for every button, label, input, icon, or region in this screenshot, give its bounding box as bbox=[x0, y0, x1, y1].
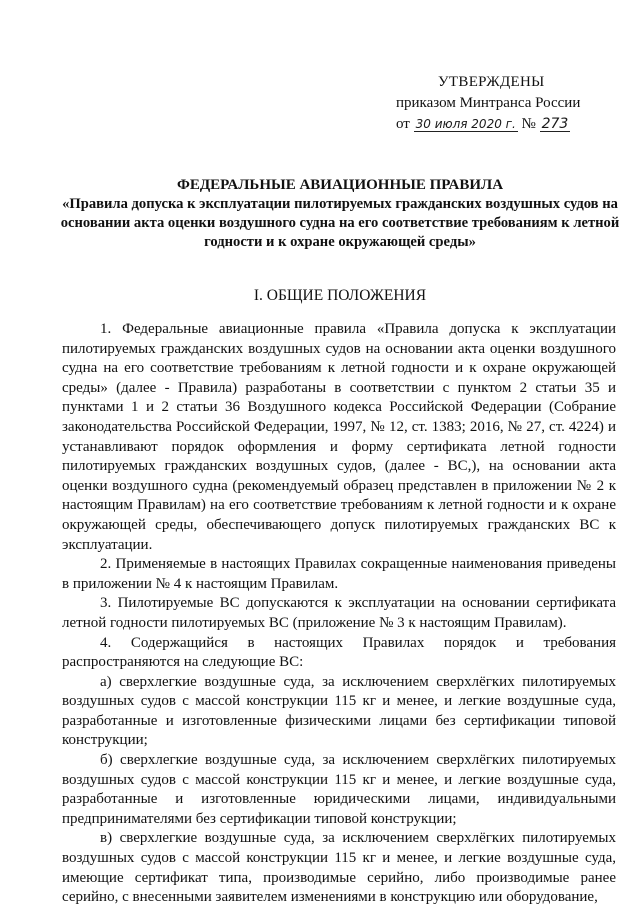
title-line-1: ФЕДЕРАЛЬНЫЕ АВИАЦИОННЫЕ ПРАВИЛА bbox=[176, 177, 504, 193]
number-prefix: № bbox=[521, 116, 536, 132]
paragraph-4v: в) сверхлегкие воздушные суда, за исключением сверхлёгких пилотируемых воздушных судов с массой конструкции 115 кг и менее, и легкие воздушные суда, имеющие сертификат типа, производимые серийно, либо производимые ранее серийно, с внесенными заявителем изменениями в конструкцию или оборудование, bbox=[62, 830, 616, 906]
paragraph-1: 1. Федеральные авиационные правила «Правила допуска к эксплуатации пилотируемых гражданских воздушных судов на основании акта оценки воздушного судна на его соответствие требованиям к летной годности и к охране окружающей среды» (далее - Правила) разработаны в соответствии с пунктом 2 статьи 35 и пунктами 1 и 2 статьи 36 Воздушного кодекса Российской Федерации (Собрание законодательства Российской Федерации, 1997, № 12, ст. 1383; 2016, № 27, ст. 4224) и устанавливают порядок оформления и форму сертификата летной годности пилотируемых гражданских воздушных судов, (далее - ВС,), на основании акта оценки воздушного судна (рекомендуемый образец представлен в приложении № 2 к настоящим Правилам) на его соответствие требованиям к летной годности и к охране окружающей среды, обеспечивающего допуск пилотируемых гражданских ВС к эксплуатации. bbox=[62, 321, 616, 553]
title-line-2: «Правила допуска к эксплуатации пилотируемых гражданских воздушных судов на основании акта оценки воздушного судна на его соответствие требованиям к летной годности и к охране окружающей среды» bbox=[60, 196, 620, 250]
handwritten-date: 30 июля 2020 г. bbox=[415, 117, 516, 131]
paragraph-2: 2. Применяемые в настоящих Правилах сокращенные наименования приведены в приложении № 4 к настоящим Правилам. bbox=[62, 556, 616, 592]
approval-date-line bbox=[396, 114, 626, 135]
section-heading: I. ОБЩИЕ ПОЛОЖЕНИЯ bbox=[253, 287, 427, 304]
approval-order-text: приказом Минтранса России bbox=[396, 95, 581, 111]
paragraph-4a: а) сверхлегкие воздушные суда, за исключением сверхлёгких пилотируемых воздушных судов с массой конструкции 115 кг и менее, и легкие воздушные суда, разработанные и изготовленные физическими лицами без сертификации типовой конструкции; bbox=[62, 673, 616, 749]
paragraph-4: 4. Содержащийся в настоящих Правилах порядок и требования распространяются на следующие ВС: bbox=[62, 634, 616, 671]
approval-title: УТВЕРЖДЕНЫ bbox=[438, 74, 545, 90]
handwritten-number: 273 bbox=[541, 116, 569, 132]
paragraph-3: 3. Пилотируемые ВС допускаются к эксплуатации на основании сертификата летной годности пилотируемых ВС (приложение № 3 к настоящим Правилам). bbox=[62, 595, 616, 631]
paragraph-4b: б) сверхлегкие воздушные суда, за исключением сверхлёгких пилотируемых воздушных судов с массой конструкции 115 кг и менее, и легкие воздушные суда, разработанные и изготовленные юридическими лицами, индивидуальными предпринимателями без сертификации типовой конструкции; bbox=[62, 752, 616, 827]
date-prefix: от bbox=[396, 116, 410, 132]
document-title bbox=[60, 176, 620, 252]
document-body bbox=[62, 320, 616, 908]
approval-block bbox=[396, 72, 626, 135]
